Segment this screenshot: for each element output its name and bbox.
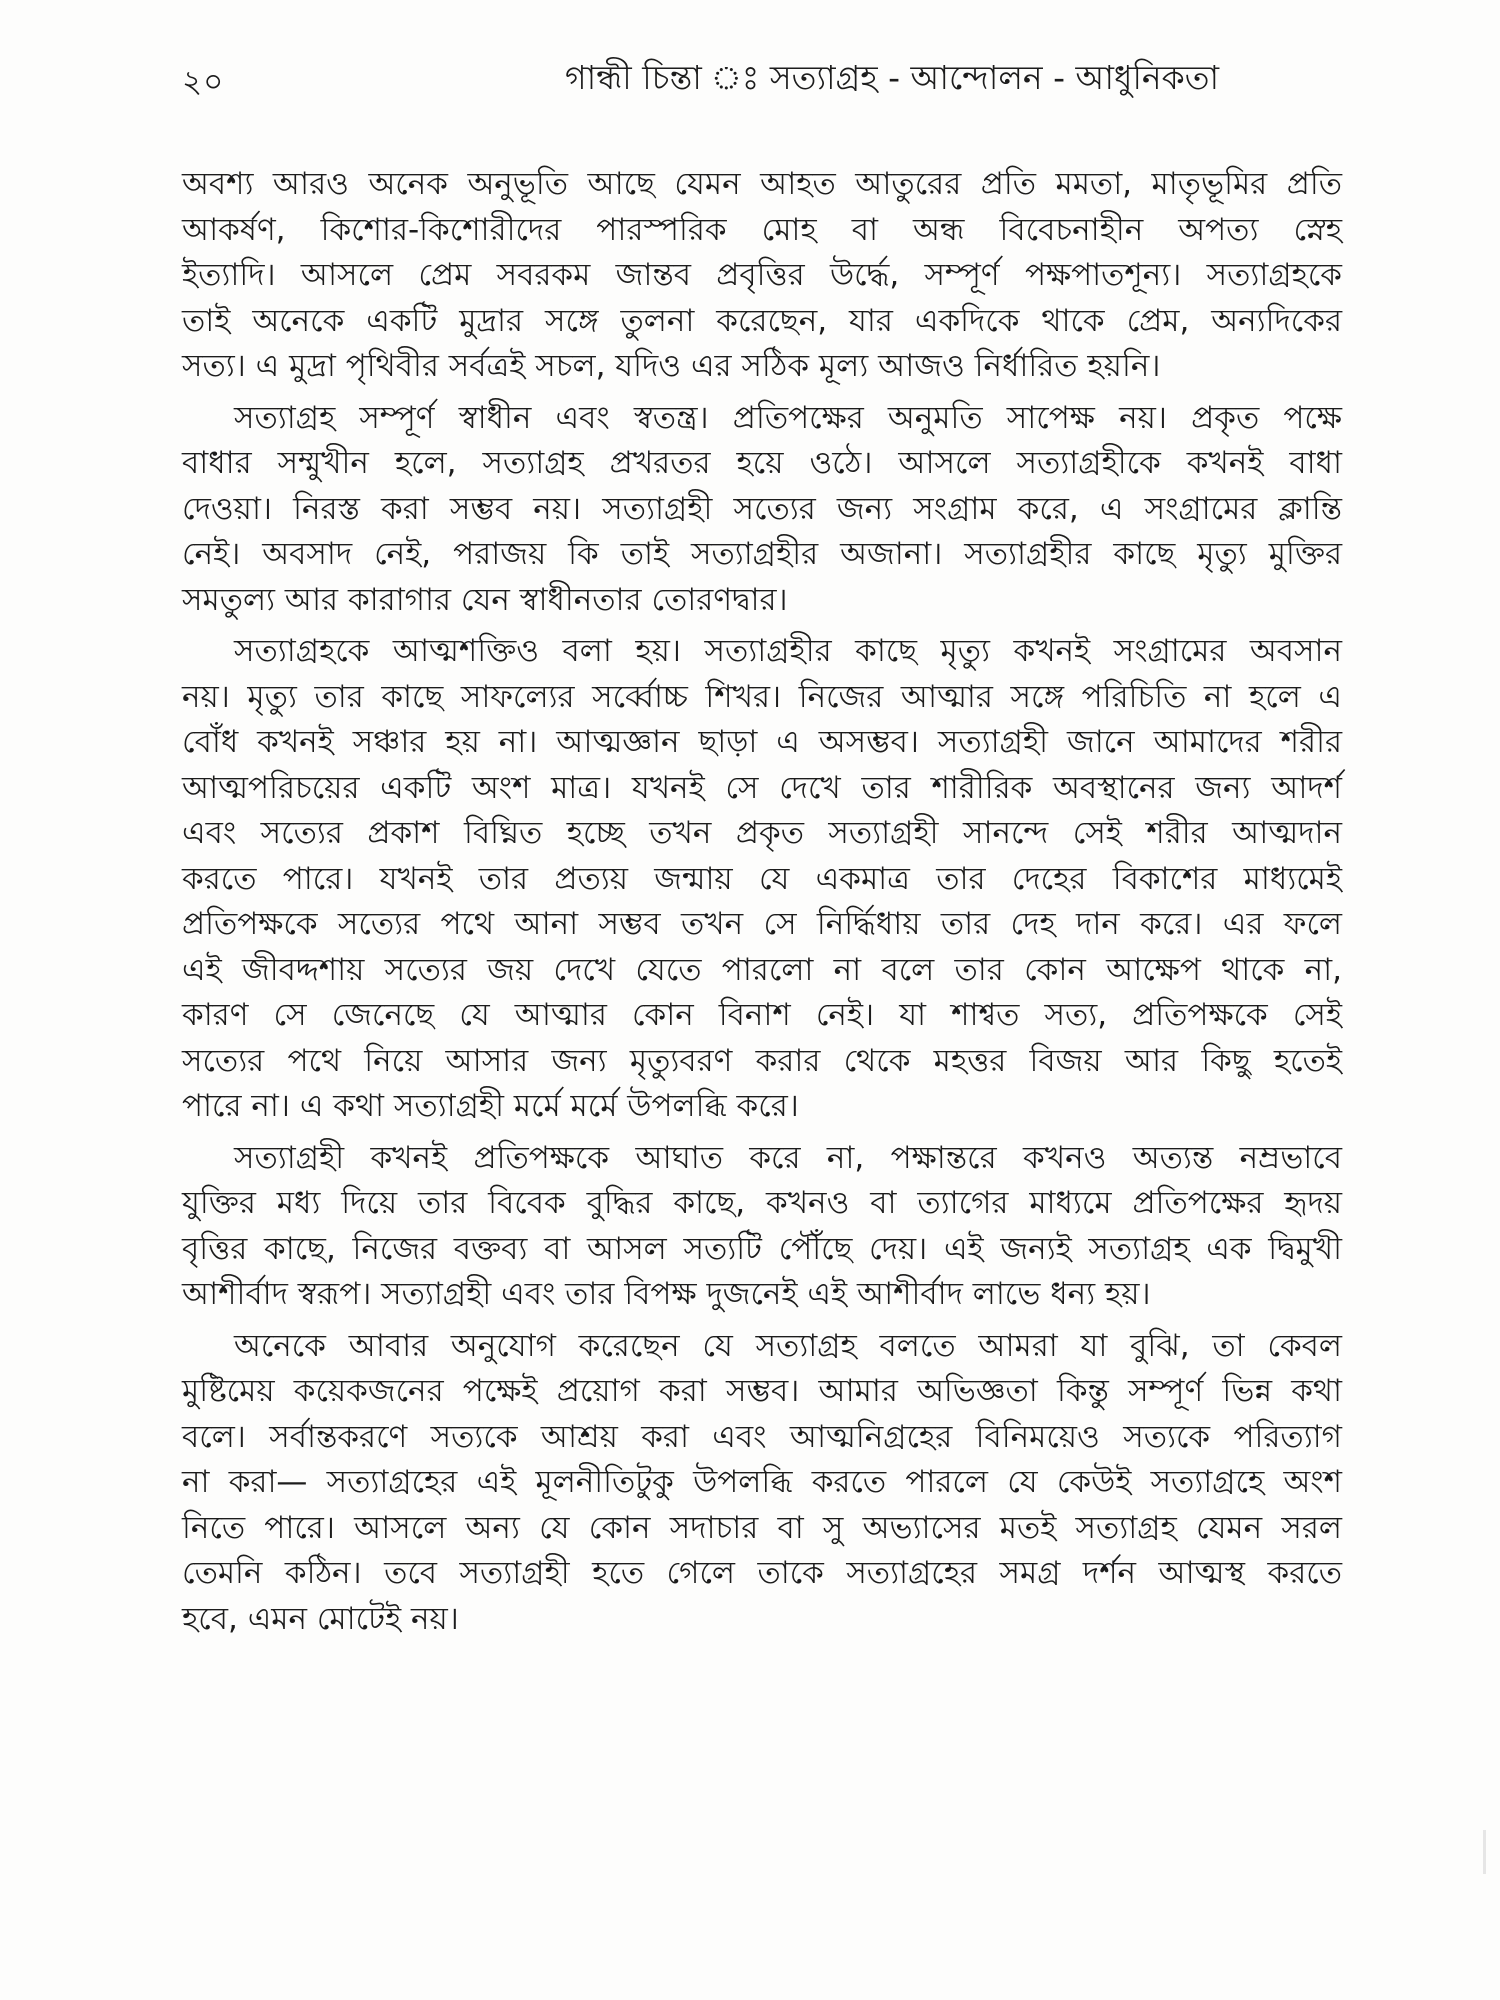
text-line: আকর্ষণ, কিশোর-কিশোরীদের পারস্পরিক মোহ বা অন্ধ বিবেচনাহীন অপত্য স্নেহ	[182, 211, 1342, 248]
text-line: এই জীবদ্দশায় সত্যের জয় দেখে যেতে পারলো না বলে তার কোন আক্ষেপ থাকে না,	[182, 951, 1342, 988]
scan-edge-mark	[1483, 1830, 1486, 1874]
text-line: তাই অনেকে একটি মুদ্রার সঙ্গে তুলনা করেছেন, যার একদিকে থাকে প্রেম, অন্যদিকের	[182, 302, 1342, 339]
text-line: সমতুল্য আর কারাগার যেন স্বাধীনতার তোরণদ্বার।	[182, 581, 788, 618]
text-line: নিতে পারে। আসলে অন্য যে কোন সদাচার বা সু অভ্যাসের মতই সত্যাগ্রহ যেমন সরল	[182, 1509, 1342, 1546]
text-line: এবং সত্যের প্রকাশ বিঘ্নিত হচ্ছে তখন প্রকৃত সত্যাগ্রহী সানন্দে সেই শরীর আত্মদান	[182, 815, 1342, 851]
text-line: সত্য। এ মুদ্রা পৃথিবীর সর্বত্রই সচল, যদিও এর সঠিক মূল্য আজও নির্ধারিত হয়নি।	[182, 348, 1161, 384]
text-line: অনেকে আবার অনুযোগ করেছেন যে সত্যাগ্রহ বলতে আমরা যা বুঝি, তা কেবল	[234, 1327, 1342, 1364]
text-line: বলে। সর্বান্তকরণে সত্যকে আশ্রয় করা এবং আত্মনিগ্রহের বিনিময়েও সত্যকে পরিত্যাগ	[182, 1418, 1342, 1455]
page-number: ২০	[182, 64, 225, 100]
text-line: মুষ্টিমেয় কয়েকজনের পক্ষেই প্রয়োগ করা সম্ভব। আমার অভিজ্ঞতা কিন্তু সম্পূর্ণ ভিন্ন কথা	[182, 1373, 1342, 1409]
paragraph-2	[182, 396, 1342, 624]
text-line: পারে না। এ কথা সত্যাগ্রহী মর্মে মর্মে উপলব্ধি করে।	[182, 1088, 799, 1124]
text-line: আত্মপরিচয়ের একটি অংশ মাত্র। যখনই সে দেখে তার শারীরিক অবস্থানের জন্য আদর্শ	[182, 769, 1342, 806]
page-header	[182, 52, 1342, 102]
text-line: সত্যাগ্রহী কখনই প্রতিপক্ষকে আঘাত করে না, পক্ষান্তরে কখনও অত্যন্ত নম্রভাবে	[234, 1139, 1342, 1176]
paragraph-1	[182, 162, 1342, 390]
text-line: কারণ সে জেনেছে যে আত্মার কোন বিনাশ নেই। যা শাশ্বত সত্য, প্রতিপক্ষকে সেই	[182, 997, 1342, 1033]
text-line: দেওয়া। নিরস্ত করা সম্ভব নয়। সত্যাগ্রহী সত্যের জন্য সংগ্রাম করে, এ সংগ্রামের ক্লান্তি	[182, 490, 1342, 527]
text-line: সত্যের পথে নিয়ে আসার জন্য মৃত্যুবরণ করার থেকে মহত্তর বিজয় আর কিছু হতেই	[182, 1042, 1342, 1079]
text-line: তেমনি কঠিন। তবে সত্যাগ্রহী হতে গেলে তাকে সত্যাগ্রহের সমগ্র দর্শন আত্মস্থ করতে	[182, 1555, 1342, 1591]
text-line: প্রতিপক্ষকে সত্যের পথে আনা সম্ভব তখন সে নির্দ্ধিধায় তার দেহ দান করে। এর ফলে	[182, 906, 1342, 942]
text-line: সত্যাগ্রহকে আত্মশক্তিও বলা হয়। সত্যাগ্রহীর কাছে মৃত্যু কখনই সংগ্রামের অবসান	[234, 633, 1342, 669]
running-title: গান্ধী চিন্তা ঃ সত্যাগ্রহ - আন্দোলন - আধুনিকতা	[564, 58, 1220, 97]
text-line: নয়। মৃত্যু তার কাছে সাফল্যের সর্ব্বোচ্চ শিখর। নিজের আত্মার সঙ্গে পরিচিতি না হলে এ	[182, 678, 1342, 715]
text-line: বৃত্তির কাছে, নিজের বক্তব্য বা আসল সত্যটি পৌঁছে দেয়। এই জন্যই সত্যাগ্রহ এক দ্বিমুখী	[182, 1230, 1342, 1267]
text-line: সত্যাগ্রহ সম্পূর্ণ স্বাধীন এবং স্বতন্ত্র। প্রতিপক্ষের অনুমতি সাপেক্ষ নয়। প্রকৃত পক্ষে	[234, 399, 1342, 436]
text-line: নেই। অবসাদ নেই, পরাজয় কি তাই সত্যাগ্রহীর অজানা। সত্যাগ্রহীর কাছে মৃত্যু মুক্তির	[182, 536, 1342, 572]
body-text	[182, 162, 1342, 1648]
text-line: বাধার সম্মুখীন হলে, সত্যাগ্রহ প্রখরতর হয়ে ওঠে। আসলে সত্যাগ্রহীকে কখনই বাধা	[182, 445, 1342, 481]
paragraph-3	[182, 629, 1342, 1130]
text-line: করতে পারে। যখনই তার প্রত্যয় জন্মায় যে একমাত্র তার দেহের বিকাশের মাধ্যমেই	[182, 860, 1342, 897]
text-line: আশীর্বাদ স্বরূপ। সত্যাগ্রহী এবং তার বিপক্ষ দুজনেই এই আশীর্বাদ লাভে ধন্য হয়।	[182, 1276, 1151, 1312]
text-line: ইত্যাদি। আসলে প্রেম সবরকম জান্তব প্রবৃত্তির উর্দ্ধে, সম্পূর্ণ পক্ষপাতশূন্য। সত্যাগ্রহকে	[182, 257, 1342, 293]
text-line: বোঁধ কখনই সঞ্চার হয় না। আত্মজ্ঞান ছাড়া এ অসম্ভব। সত্যাগ্রহী জানে আমাদের শরীর	[182, 724, 1342, 760]
text-line: না করা— সত্যাগ্রহের এই মূলনীতিটুকু উপলব্ধি করতে পারলে যে কেউই সত্যাগ্রহে অংশ	[182, 1464, 1342, 1500]
paragraph-4	[182, 1136, 1342, 1318]
text-line: যুক্তির মধ্য দিয়ে তার বিবেক বুদ্ধির কাছে, কখনও বা ত্যাগের মাধ্যমে প্রতিপক্ষের হৃদয়	[182, 1185, 1342, 1221]
text-line: হবে, এমন মোটেই নয়।	[182, 1600, 459, 1637]
paragraph-5	[182, 1324, 1342, 1643]
text-line: অবশ্য আরও অনেক অনুভূতি আছে যেমন আহত আতুরের প্রতি মমতা, মাতৃভূমির প্রতি	[182, 166, 1342, 202]
